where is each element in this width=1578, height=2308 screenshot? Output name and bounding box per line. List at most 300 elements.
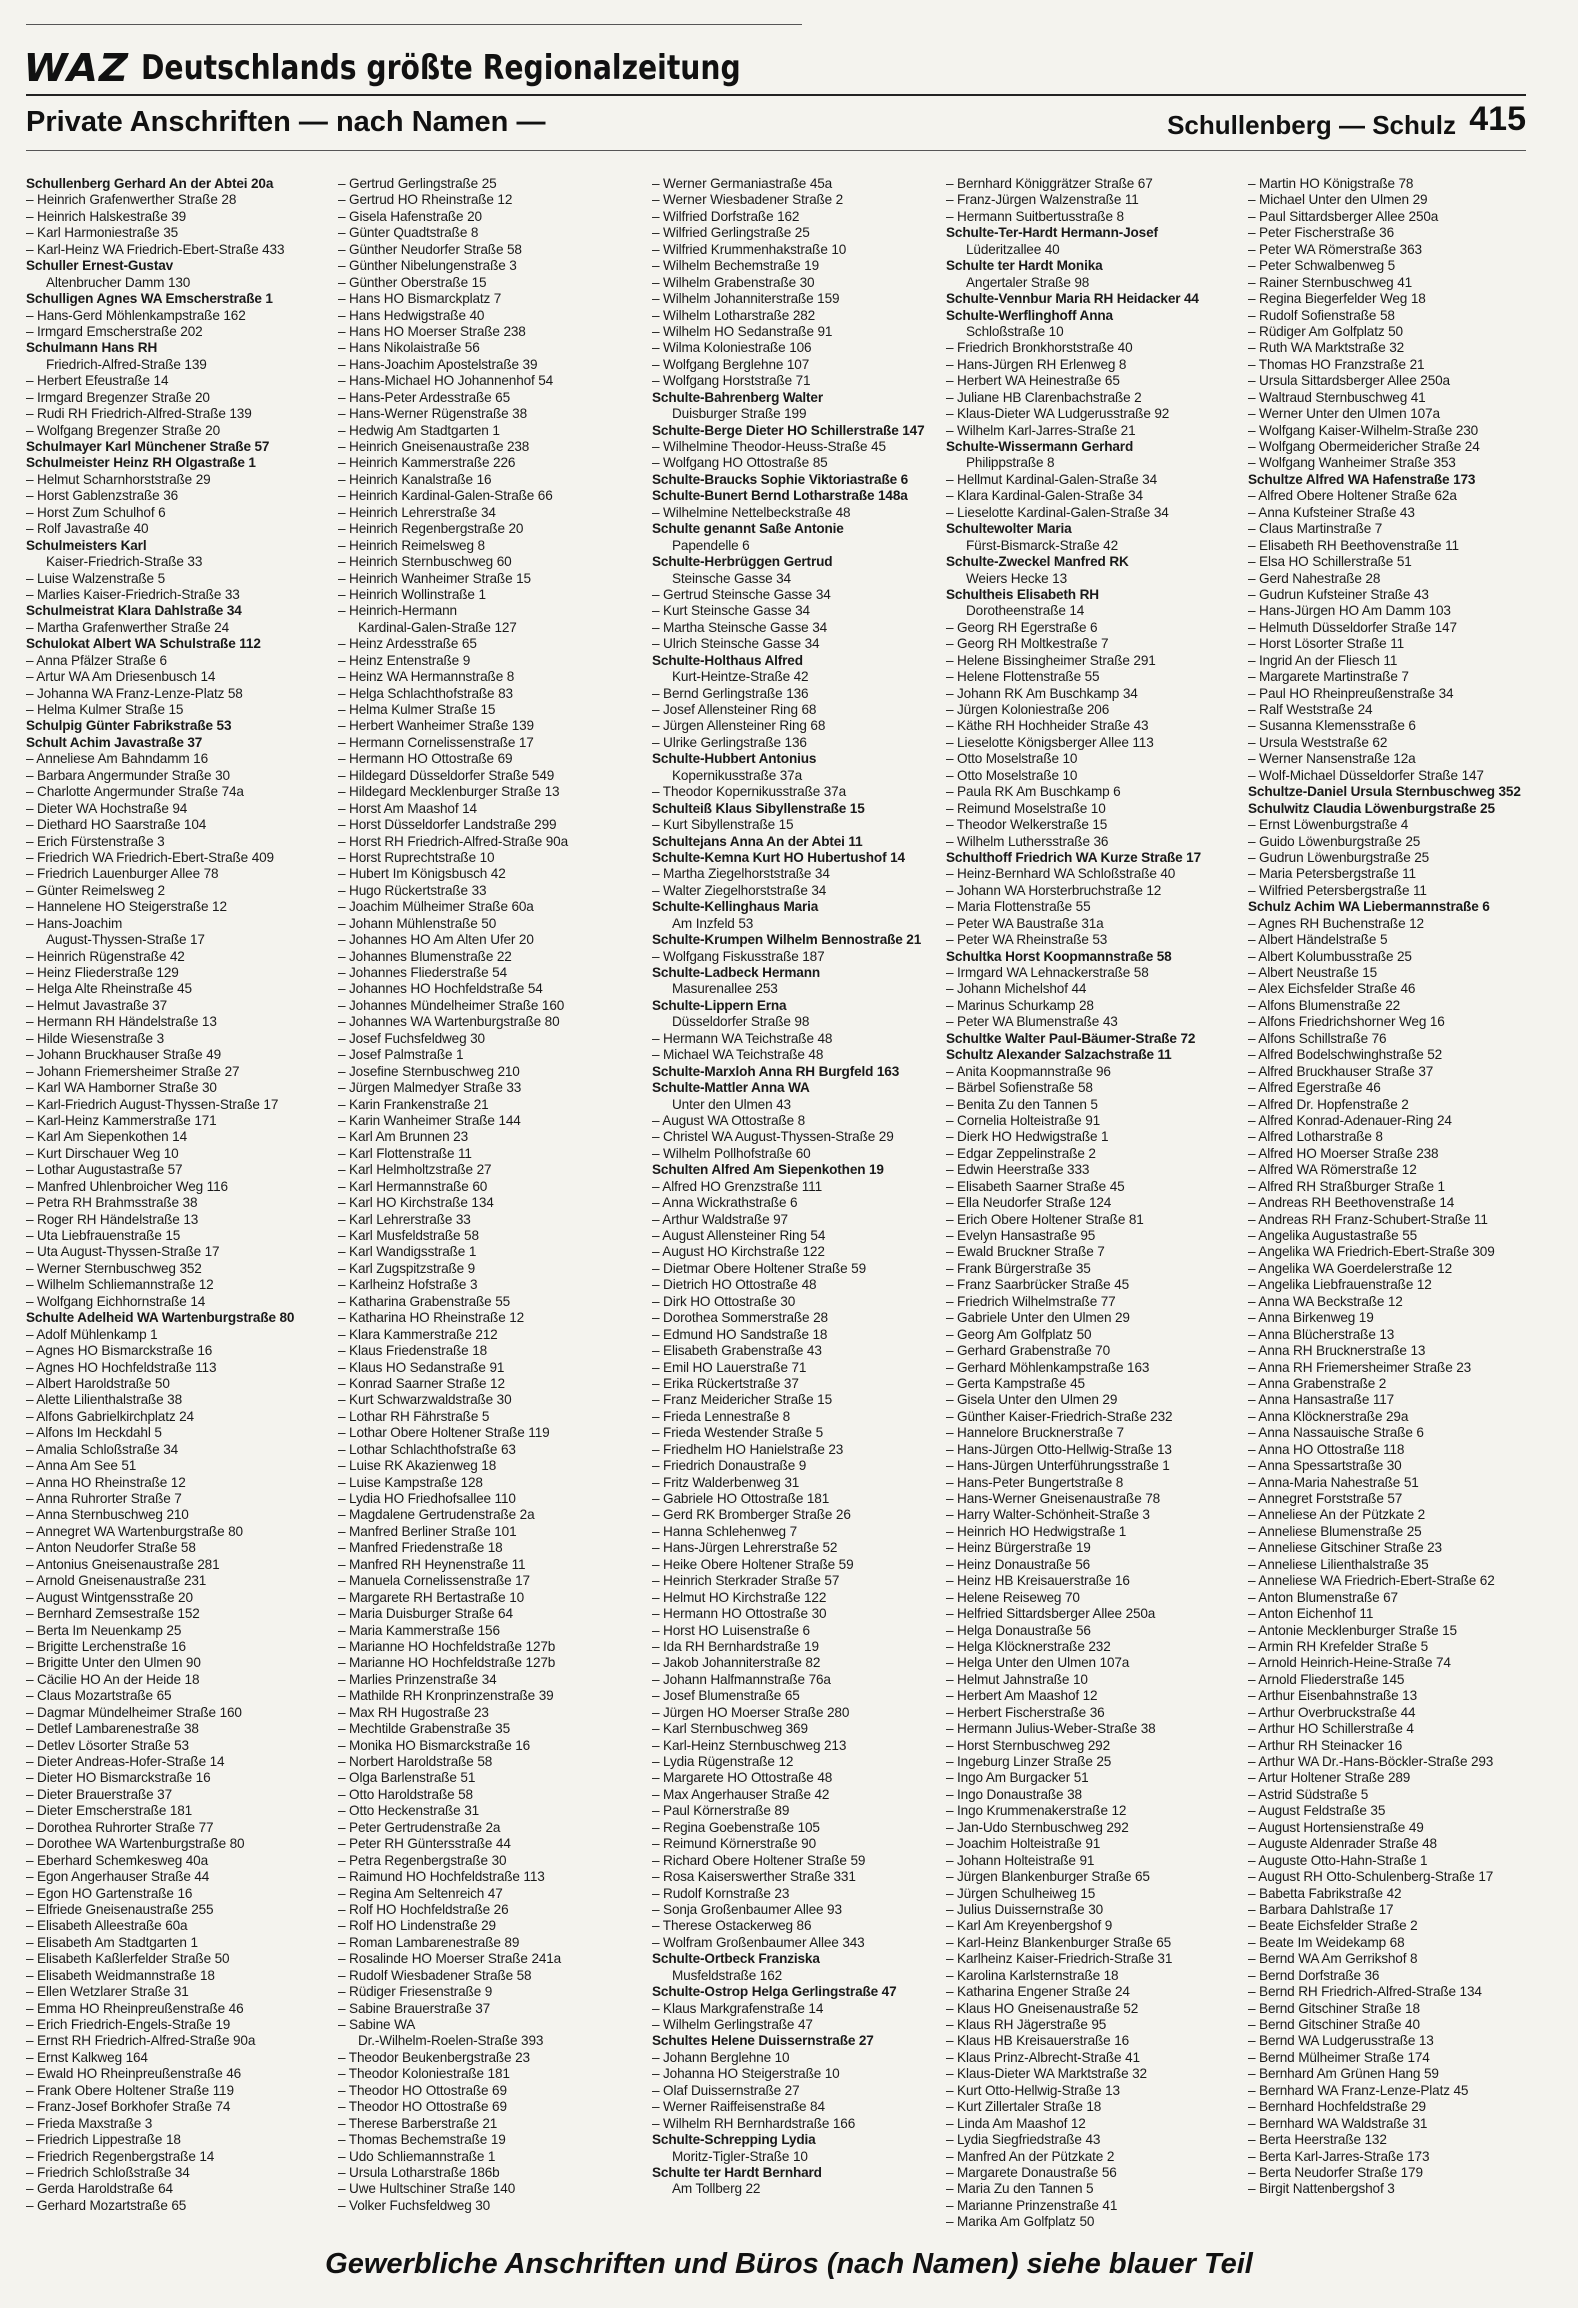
address-entry: – Gerhard Möhlenkampstraße 163 [946, 1359, 1150, 1375]
name-entry-heading: Schulteiß Klaus Sibyllenstraße 15 [652, 800, 865, 816]
address-entry: – Wilhelm Gerlingstraße 47 [652, 2017, 813, 2032]
name-entry-heading: Schulten Alfred Am Siepenkothen 19 [652, 1162, 884, 1178]
address-entry: – Ulrich Steinsche Gasse 34 [652, 636, 820, 652]
address-entry: – Helga Alte Rheinstraße 45 [26, 981, 192, 997]
address-entry: – Karl WA Hamborner Straße 30 [26, 1080, 217, 1096]
name-entry-heading: Schulwitz Claudia Löwenburgstraße 25 [1248, 800, 1495, 816]
address-entry: – Franz Saarbrücker Straße 45 [946, 1277, 1130, 1293]
address-entry: – Bernd WA Ludgerusstraße 13 [1248, 2033, 1434, 2049]
address-entry: – Udo Schliemannstraße 1 [338, 2148, 496, 2164]
address-entry: – Josef Blumenstraße 65 [652, 1688, 800, 1704]
address-entry: – Johann Mühlenstraße 50 [338, 915, 497, 931]
address-entry: – Hannelore Brucknerstraße 7 [946, 1425, 1124, 1441]
address-column-4 [946, 176, 1238, 2230]
name-entry-heading: Schulte-Kellinghaus Maria [652, 899, 819, 915]
address-entry: – Monika HO Bismarckstraße 16 [338, 1737, 531, 1753]
masthead [23, 40, 863, 90]
address-entry: – August HO Kirchstraße 122 [652, 1244, 825, 1260]
address-entry: – Heinz Fliederstraße 129 [26, 965, 179, 980]
address-entry: – Elisabeth Alleestraße 60a [26, 1918, 188, 1934]
address-entry: Schloßstraße 10 [966, 323, 1064, 339]
address-entry: – Bernd Mülheimer Straße 174 [1248, 2049, 1430, 2065]
address-entry: – Martha Ziegelhorststraße 34 [652, 866, 830, 882]
address-entry: – Horst Lösorter Straße 11 [1248, 636, 1405, 652]
name-entry-heading: Schulte-Herbrüggen Gertrud [652, 554, 833, 570]
address-entry: – Raimund HO Hochfeldstraße 113 [338, 1869, 545, 1885]
address-entry: – Kurt Zillertaler Straße 18 [946, 2099, 1102, 2115]
address-entry: – Manfred Berliner Straße 101 [338, 1523, 517, 1539]
address-entry: – Michael WA Teichstraße 48 [652, 1047, 824, 1063]
address-entry: – Klaus RH Jägerstraße 95 [946, 2017, 1107, 2032]
address-entry: Dorotheenstraße 14 [966, 603, 1085, 619]
address-entry: – Linda Am Maashof 12 [946, 2115, 1086, 2131]
address-entry: – Horst Sternbuschweg 292 [946, 1737, 1111, 1753]
address-entry: – Max RH Hugostraße 23 [338, 1704, 489, 1720]
address-entry: – Alfred WA Römerstraße 12 [1248, 1162, 1417, 1178]
address-entry: – Otto Moselstraße 10 [946, 767, 1078, 783]
address-entry: – Heinz Donaustraße 56 [946, 1556, 1091, 1572]
address-entry: – Lothar Augustastraße 57 [26, 1162, 183, 1178]
address-entry: – Max Angerhauser Straße 42 [652, 1786, 830, 1802]
address-entry: – Karl-Friedrich August-Thyssen-Straße 17 [26, 1096, 279, 1112]
address-entry: – Wilhelmine Nettelbeckstraße 48 [652, 504, 851, 520]
address-entry: – Rolf HO Hochfeldstraße 26 [338, 1901, 509, 1917]
address-entry: – Irmgard Bregenzer Straße 20 [26, 389, 210, 405]
name-entry-heading: Schulmeisters Karl [26, 537, 147, 553]
address-entry: – Hans-Jürgen Unterführungsstraße 1 [946, 1458, 1170, 1474]
address-entry: – Johannes Mündelheimer Straße 160 [338, 997, 565, 1013]
address-entry: – Helene Bissingheimer Straße 291 [946, 652, 1156, 668]
address-entry: – Egon Angerhauser Straße 44 [26, 1869, 210, 1885]
address-entry: – Maria Petersbergstraße 11 [1248, 866, 1416, 882]
address-entry: – Dietrich HO Ottostraße 48 [652, 1277, 817, 1293]
address-entry: – Horst Am Maashof 14 [338, 800, 477, 816]
address-entry: – Alfred RH Straßburger Straße 1 [1248, 1178, 1445, 1194]
address-entry: – Hermann HO Ottostraße 30 [652, 1606, 827, 1622]
address-entry: – Hermann Cornelissenstraße 17 [338, 734, 534, 750]
address-entry: – Diethard HO Saarstraße 104 [26, 817, 207, 833]
address-entry: – Johannes WA Wartenburgstraße 80 [338, 1014, 560, 1030]
address-entry: – Marianne Prinzenstraße 41 [946, 2197, 1118, 2213]
address-entry: – Beate Eichsfelder Straße 2 [1248, 1918, 1418, 1934]
address-entry: – Hans-Werner Gneisenaustraße 78 [946, 1491, 1161, 1506]
address-entry: – Katharina HO Rheinstraße 12 [338, 1310, 525, 1326]
address-entry: – Heinrich Lehrerstraße 34 [338, 504, 496, 520]
address-entry: – Ingo Am Burgacker 51 [946, 1770, 1089, 1786]
address-entry: – Detlev Lösorter Straße 53 [26, 1737, 189, 1753]
address-entry: – Uwe Hultschiner Straße 140 [338, 2181, 516, 2197]
address-entry: – Artur Holtener Straße 289 [1248, 1770, 1411, 1786]
address-entry: – Cäcilie HO An der Heide 18 [26, 1671, 200, 1687]
address-entry: – Johann Friemersheimer Straße 27 [26, 1063, 240, 1079]
address-entry: – Ingeburg Linzer Straße 25 [946, 1754, 1112, 1769]
address-entry: – Gertrud Steinsche Gasse 34 [652, 586, 831, 602]
address-entry: – Horst Gablenzstraße 36 [26, 488, 179, 504]
address-entry: – Peter Schwalbenweg 5 [1248, 258, 1396, 274]
name-entry-heading: Schulte-Hubbert Antonius [652, 751, 817, 767]
address-entry: – Roman Lambarenestraße 89 [338, 1934, 520, 1950]
address-entry: – Lydia Rügenstraße 12 [652, 1754, 794, 1769]
address-entry: – Friedrich Regenbergstraße 14 [26, 2148, 215, 2164]
address-entry: – Kurt Steinsche Gasse 34 [652, 603, 810, 619]
header-rule [26, 94, 1526, 96]
address-entry: – Heinz Entenstraße 9 [338, 652, 471, 668]
address-entry: – Ernst RH Friedrich-Alfred-Straße 90a [26, 2033, 256, 2049]
address-entry: – Heinrich HO Hedwigstraße 1 [946, 1523, 1127, 1539]
address-entry: – Andreas RH Beethovenstraße 14 [1248, 1195, 1455, 1211]
address-entry: – Hanna Schlehenweg 7 [652, 1523, 797, 1539]
name-entry-heading: Schultheis Elisabeth RH [946, 586, 1099, 602]
address-entry: – Egon HO Gartenstraße 16 [26, 1885, 193, 1901]
address-entry: – Heinz HB Kreisauerstraße 16 [946, 1573, 1130, 1589]
address-entry: – Dorothee WA Wartenburgstraße 80 [26, 1836, 245, 1852]
address-entry: – Werner Sternbuschweg 352 [26, 1260, 202, 1276]
address-entry: – Alfons Friedrichshorner Weg 16 [1248, 1014, 1445, 1030]
name-entry-heading: Schulte-Werflinghoff Anna [946, 307, 1113, 323]
address-entry: – Bernhard Zemsestraße 152 [26, 1606, 200, 1622]
address-entry: – Arthur WA Dr.-Hans-Böckler-Straße 293 [1248, 1754, 1494, 1769]
address-entry: – Heinrich-Hermann [338, 603, 457, 619]
address-entry: – Kurt Sibyllenstraße 15 [652, 817, 794, 833]
address-entry: – Bernd Dorfstraße 36 [1248, 1967, 1380, 1983]
address-entry: – Wolfgang Wanheimer Straße 353 [1248, 455, 1456, 471]
address-entry: – Ralf Weststraße 24 [1248, 702, 1373, 717]
address-entry: – Elsa HO Schillerstraße 51 [1248, 554, 1412, 570]
address-entry: – Edgar Zeppelinstraße 2 [946, 1145, 1096, 1161]
address-entry: – August Allensteiner Ring 54 [652, 1228, 826, 1243]
address-entry: – Jürgen Blankenburger Straße 65 [946, 1869, 1150, 1885]
address-entry: – Frank Bürgerstraße 35 [946, 1260, 1091, 1276]
address-entry: – Lothar Schlachthofstraße 63 [338, 1441, 516, 1457]
address-entry: – Theodor HO Ottostraße 69 [338, 2082, 507, 2098]
address-entry: – Johann Holteistraße 91 [946, 1852, 1095, 1868]
address-entry: – Harry Walter-Schönheit-Straße 3 [946, 1507, 1150, 1523]
name-entry-heading: Schulz Achim WA Liebermannstraße 6 [1248, 899, 1490, 915]
address-entry: – Claus Martinstraße 7 [1248, 521, 1383, 537]
address-entry: – Heinrich Kammerstraße 226 [338, 455, 516, 471]
address-entry: – Hans-Gerd Möhlenkampstraße 162 [26, 307, 246, 323]
name-range: Schullenberg — Schulz [1167, 110, 1456, 140]
address-entry: – Elisabeth Weidmannstraße 18 [26, 1967, 215, 1983]
name-entry-heading: Schulmann Hans RH [26, 340, 158, 356]
address-entry: – Lieselotte Kardinal-Galen-Straße 34 [946, 504, 1169, 520]
address-entry: – Berta Neudorfer Straße 179 [1248, 2164, 1423, 2180]
address-entry: – Annegret WA Wartenburgstraße 80 [26, 1523, 243, 1539]
address-entry: – Regina Goebenstraße 105 [652, 1819, 820, 1835]
address-entry: – Rainer Sternbuschweg 41 [1248, 274, 1413, 290]
address-entry: – Brigitte Lerchenstraße 16 [26, 1638, 186, 1654]
address-entry: – Wolf-Michael Düsseldorfer Straße 147 [1248, 767, 1484, 783]
address-entry: – Fritz Walderbenweg 31 [652, 1474, 800, 1490]
name-entry-heading: Schuller Ernest-Gustav [26, 258, 174, 274]
address-entry: – Alfred Bodelschwinghstraße 52 [1248, 1047, 1443, 1063]
address-entry: – Manfred RH Heynenstraße 11 [338, 1556, 526, 1572]
address-entry: – Heinrich Wanheimer Straße 15 [338, 570, 531, 586]
address-entry: – Heinrich Kardinal-Galen-Straße 66 [338, 488, 553, 504]
address-entry: – Horst Zum Schulhof 6 [26, 504, 166, 520]
address-entry: – Karl Am Kreyenbergshof 9 [946, 1918, 1113, 1934]
address-entry: – Arnold Heinrich-Heine-Straße 74 [1248, 1655, 1451, 1671]
address-entry: – Alfred Dr. Hopfenstraße 2 [1248, 1096, 1409, 1112]
address-entry: – Frank Obere Holtener Straße 119 [26, 2082, 234, 2098]
address-entry: – Josef Palmstraße 1 [338, 1047, 464, 1063]
address-entry: – Klaus-Dieter WA Ludgerusstraße 92 [946, 406, 1170, 422]
address-entry: – Wilhelm Luthersstraße 36 [946, 833, 1109, 849]
address-entry: – Elisabeth Grabenstraße 43 [652, 1343, 822, 1359]
name-entry-heading: Schulte-Lippern Erna [652, 997, 787, 1013]
address-entry: – Maria Flottenstraße 55 [946, 899, 1091, 915]
address-entry: – Karl Lehrerstraße 33 [338, 1211, 471, 1227]
address-entry: – Arthur Waldstraße 97 [652, 1211, 788, 1227]
address-entry: – Paul Körnerstraße 89 [652, 1803, 790, 1819]
address-entry: – Franz Meidericher Straße 15 [652, 1392, 832, 1408]
address-entry: – Uta August-Thyssen-Straße 17 [26, 1244, 220, 1260]
address-entry: – Dieter WA Hochstraße 94 [26, 800, 188, 816]
address-entry: – Karl Musfeldstraße 58 [338, 1228, 479, 1243]
address-entry: – Christel WA August-Thyssen-Straße 29 [652, 1129, 894, 1145]
address-entry: Altenbrucher Damm 130 [46, 274, 191, 290]
address-entry: – Ernst Kalkweg 164 [26, 2049, 148, 2065]
section-rule [26, 150, 1526, 151]
address-entry: – Julius Duissernstraße 30 [946, 1901, 1104, 1917]
address-entry: – August Wintgensstraße 20 [26, 1589, 193, 1605]
address-entry: – Dorothea Ruhrorter Straße 77 [26, 1819, 214, 1835]
address-entry: – Maria Zu den Tannen 5 [946, 2181, 1094, 2197]
address-entry: – Karl Am Brunnen 23 [338, 1129, 468, 1145]
address-entry: – Anneliese Gitschiner Straße 23 [1248, 1540, 1442, 1556]
address-entry: – Alfred Konrad-Adenauer-Ring 24 [1248, 1112, 1452, 1128]
name-entry-heading: Schulte-Zweckel Manfred RK [946, 554, 1129, 570]
address-entry: – Wilhelm Schliemannstraße 12 [26, 1277, 214, 1293]
address-entry: – Klaus Prinz-Albrecht-Straße 41 [946, 2049, 1140, 2065]
address-entry: – Ingrid An der Fliesch 11 [1248, 652, 1398, 668]
address-entry: – Wilfried Dorfstraße 162 [652, 208, 800, 224]
address-entry: – Heinz WA Hermannstraße 8 [338, 669, 515, 685]
address-entry: – Heinz Ardesstraße 65 [338, 636, 477, 652]
address-entry: – Johann WA Horsterbruchstraße 12 [946, 882, 1162, 898]
address-entry: – Karl-Heinz Sternbuschweg 213 [652, 1737, 847, 1753]
address-entry: – Ulrike Gerlingstraße 136 [652, 734, 807, 750]
address-entry: – Anna Ruhrorter Straße 7 [26, 1491, 182, 1506]
address-entry: – Klaus Markgrafenstraße 14 [652, 2000, 824, 2016]
address-entry: – Gisela Unter den Ulmen 29 [946, 1392, 1118, 1408]
address-entry: – Roger RH Händelstraße 13 [26, 1211, 199, 1227]
address-entry: – Günther Oberstraße 15 [338, 274, 487, 290]
address-entry: – Gerta Kampstraße 45 [946, 1375, 1085, 1391]
address-entry: – Barbara Dahlstraße 17 [1248, 1901, 1394, 1917]
address-entry: – Karl Flottenstraße 11 [338, 1145, 472, 1161]
address-entry: – Gerda Haroldstraße 64 [26, 2181, 173, 2197]
address-entry: – Hans Hedwigstraße 40 [338, 307, 485, 323]
address-entry: – Ruth WA Marktstraße 32 [1248, 340, 1405, 356]
address-entry: – Heinrich Gneisenaustraße 238 [338, 439, 530, 454]
address-entry: – Jürgen HO Moerser Straße 280 [652, 1704, 850, 1720]
address-entry: – Edwin Heerstraße 333 [946, 1162, 1090, 1178]
address-entry: – Evelyn Hansastraße 95 [946, 1228, 1096, 1243]
address-entry: – Horst Düsseldorfer Landstraße 299 [338, 817, 557, 833]
address-column-2 [338, 176, 630, 2216]
address-entry: – Anton Blumenstraße 67 [1248, 1589, 1398, 1605]
name-entry-heading: Schulte-Kemna Kurt HO Hubertushof 14 [652, 849, 905, 865]
address-entry: Kardinal-Galen-Straße 127 [358, 619, 517, 635]
address-entry: – Kurt Otto-Hellwig-Straße 13 [946, 2082, 1120, 2098]
address-entry: – Arthur Eisenbahnstraße 13 [1248, 1688, 1417, 1704]
address-entry: – Karl Wandigsstraße 1 [338, 1244, 477, 1260]
address-entry: – Werner Germaniastraße 45a [652, 176, 833, 191]
address-entry: – Albert Kolumbusstraße 25 [1248, 948, 1412, 964]
address-entry: – Wilfried Petersbergstraße 11 [1248, 882, 1427, 898]
top-rule [26, 24, 802, 25]
name-entry-heading: Schulokat Albert WA Schulstraße 112 [26, 636, 261, 652]
address-entry: – Bernd WA Am Gerrikshof 8 [1248, 1951, 1418, 1967]
address-entry: – Berta Heerstraße 132 [1248, 2132, 1387, 2148]
address-entry: – Paula RK Am Buschkamp 6 [946, 784, 1121, 800]
address-entry: – Franz-Josef Borkhofer Straße 74 [26, 2099, 231, 2115]
address-entry: – Anita Koopmannstraße 96 [946, 1063, 1111, 1079]
address-entry: – Ingo Krummenakerstraße 12 [946, 1803, 1127, 1819]
address-entry: Lüderitzallee 40 [966, 241, 1060, 257]
address-entry: – Alfons Blumenstraße 22 [1248, 997, 1401, 1013]
address-entry: – Marlies Kaiser-Friedrich-Straße 33 [26, 586, 240, 602]
address-entry: – Hans Nikolaistraße 56 [338, 340, 480, 356]
address-entry: – Susanna Klemensstraße 6 [1248, 718, 1416, 734]
address-entry: – Auguste Otto-Hahn-Straße 1 [1248, 1852, 1428, 1868]
address-entry: – Babetta Fabrikstraße 42 [1248, 1885, 1402, 1901]
address-entry: – Helmuth Düsseldorfer Straße 147 [1248, 619, 1457, 635]
address-entry: – Rosa Kaiserswerther Straße 331 [652, 1869, 856, 1885]
address-entry: – Wolfgang Eichhornstraße 14 [26, 1293, 206, 1309]
address-entry: – Karl Zugspitzstraße 9 [338, 1260, 476, 1276]
address-entry: – Werner Raiffeisenstraße 84 [652, 2099, 825, 2115]
address-entry: – Klara Kammerstraße 212 [338, 1326, 498, 1342]
name-entry-heading: Schulte-Ostrop Helga Gerlingstraße 47 [652, 1984, 897, 2000]
address-entry: – Helga Unter den Ulmen 107a [946, 1655, 1130, 1671]
address-entry: – Michael Unter den Ulmen 29 [1248, 192, 1428, 208]
address-entry: – Klaus HO Gneisenaustraße 52 [946, 2000, 1139, 2016]
address-entry: – Friedrich WA Friedrich-Ebert-Straße 409 [26, 849, 274, 865]
address-entry: Musfeldstraße 162 [672, 1967, 783, 1983]
address-entry: Am Tollberg 22 [672, 2181, 761, 2197]
name-entry-heading: Schulte-Wissermann Gerhard [946, 439, 1134, 454]
address-entry: – Hermann Julius-Weber-Straße 38 [946, 1721, 1156, 1737]
address-entry: – Petra Regenbergstraße 30 [338, 1852, 507, 1868]
address-entry: – Ursula Weststraße 62 [1248, 734, 1388, 750]
address-entry: – Anna Spessartstraße 30 [1248, 1458, 1402, 1474]
address-entry: – Arnold Fliederstraße 145 [1248, 1671, 1405, 1687]
address-entry: – Joachim Holteistraße 91 [946, 1836, 1101, 1852]
address-entry: – Helmut Scharnhorststraße 29 [26, 471, 211, 487]
address-entry: – Cornelia Holteistraße 91 [946, 1112, 1101, 1128]
address-entry: – Theodor Beukenbergstraße 23 [338, 2049, 530, 2065]
address-entry: – Ewald Bruckner Straße 7 [946, 1244, 1105, 1260]
address-entry: – Manfred An der Pützkate 2 [946, 2148, 1115, 2164]
address-entry: – Marlies Prinzenstraße 34 [338, 1671, 497, 1687]
address-entry: – Anneliese Am Bahndamm 16 [26, 751, 208, 767]
address-entry: – Irmgard WA Lehnackerstraße 58 [946, 965, 1149, 980]
address-entry: – Bernd Gerlingstraße 136 [652, 685, 809, 701]
address-entry: – Karin Frankenstraße 21 [338, 1096, 489, 1112]
address-entry: – Magdalene Gertrudenstraße 2a [338, 1507, 535, 1523]
address-entry: – Anna Am See 51 [26, 1458, 137, 1474]
address-entry: – Anton Eichenhof 11 [1248, 1606, 1374, 1622]
name-entry-heading: Schulte genannt Saße Antonie [652, 521, 844, 537]
address-entry: – Johannes HO Hochfeldstraße 54 [338, 981, 543, 997]
address-entry: – Peter WA Römerstraße 363 [1248, 241, 1422, 257]
address-entry: – Johannes HO Am Alten Ufer 20 [338, 932, 534, 948]
address-entry: – Elisabeth Am Stadtgarten 1 [26, 1934, 198, 1950]
address-entry: – Ellen Wetzlarer Straße 31 [26, 1984, 189, 2000]
address-entry: – Karl-Heinz Kammerstraße 171 [26, 1112, 217, 1128]
name-entry-heading: Schulte-Bunert Bernd Lotharstraße 148a [652, 488, 908, 504]
name-entry-heading: Schulmeister Heinz RH Olgastraße 1 [26, 455, 256, 471]
address-entry: – Emil HO Lauerstraße 71 [652, 1359, 807, 1375]
name-entry-heading: Schultes Helene Duissernstraße 27 [652, 2033, 874, 2049]
address-entry: – Anna HO Rheinstraße 12 [26, 1474, 186, 1490]
address-entry: – Frieda Lennestraße 8 [652, 1408, 791, 1424]
address-entry: – Annegret Forststraße 57 [1248, 1491, 1403, 1506]
address-entry: – Elisabeth RH Beethovenstraße 11 [1248, 537, 1459, 553]
address-entry: Masurenallee 253 [672, 981, 778, 997]
address-entry: – Bernhard WA Waldstraße 31 [1248, 2115, 1428, 2131]
name-entry-heading: Schulte-Ortbeck Franziska [652, 1951, 820, 1967]
address-entry: – Anneliese WA Friedrich-Ebert-Straße 62 [1248, 1573, 1495, 1589]
address-entry: – Günter Quadtstraße 8 [338, 225, 479, 241]
address-entry: – Mathilde RH Kronprinzenstraße 39 [338, 1688, 554, 1704]
address-entry: – Karl-Heinz WA Friedrich-Ebert-Straße 433 [26, 241, 285, 257]
address-entry: – Gudrun Kufsteiner Straße 43 [1248, 586, 1429, 602]
address-entry: – Amalia Schloßstraße 34 [26, 1441, 179, 1457]
address-entry: – Heinrich Sterkrader Straße 57 [652, 1573, 840, 1589]
address-entry: – Hans-Joachim Apostelstraße 39 [338, 356, 538, 372]
address-entry: – Günther Nibelungenstraße 3 [338, 258, 517, 274]
address-entry: – Elisabeth Kaßlerfelder Straße 50 [26, 1951, 230, 1967]
address-entry: – Wilfried Krummenhakstraße 10 [652, 241, 847, 257]
address-entry: – Paul HO Rheinpreußenstraße 34 [1248, 685, 1454, 701]
address-entry: – Gudrun Löwenburgstraße 25 [1248, 849, 1430, 865]
address-entry: – Anton Neudorfer Straße 58 [26, 1540, 196, 1556]
address-entry: – Lydia Siegfriedstraße 43 [946, 2132, 1101, 2148]
address-entry: – Hedwig Am Stadtgarten 1 [338, 422, 500, 438]
address-entry: – Horst RH Friedrich-Alfred-Straße 90a [338, 833, 568, 849]
name-entry-heading: Schulligen Agnes WA Emscherstraße 1 [26, 291, 273, 307]
address-entry: – Hermann WA Teichstraße 48 [652, 1030, 833, 1046]
name-entry-heading: Schultewolter Maria [946, 521, 1072, 537]
address-entry: – Alfred Obere Holtener Straße 62a [1248, 488, 1457, 504]
address-entry: – Uta Liebfrauenstraße 15 [26, 1228, 181, 1243]
address-entry: – Wolfgang Berglehne 107 [652, 356, 810, 372]
address-entry: – Erich Friedrich-Engels-Straße 19 [26, 2017, 231, 2032]
address-entry: – Jürgen Schulheiweg 15 [946, 1885, 1096, 1901]
name-entry-heading: Schulte-Krumpen Wilhelm Bennostraße 21 [652, 932, 922, 948]
address-entry: – Maria Duisburger Straße 64 [338, 1606, 513, 1622]
address-entry: – Arthur Overbruckstraße 44 [1248, 1704, 1416, 1720]
address-entry: – Günther Neudorfer Straße 58 [338, 241, 522, 257]
address-entry: – Dierk HO Hedwigstraße 1 [946, 1129, 1109, 1145]
address-entry: – Wilhelm Pollhofstraße 60 [652, 1145, 811, 1161]
address-entry: – Alfred HO Moerser Straße 238 [1248, 1145, 1439, 1161]
footer-note: Gewerbliche Anschriften und Büros (nach Namen) siehe blauer Teil [325, 2248, 1253, 2280]
address-entry: – Anna Nassauische Straße 6 [1248, 1425, 1424, 1441]
address-entry: – Karl Harmoniestraße 35 [26, 225, 179, 241]
address-entry: – Andreas RH Franz-Schubert-Straße 11 [1248, 1211, 1488, 1227]
name-entry-heading: Schulte Adelheid WA Wartenburgstraße 80 [26, 1310, 295, 1326]
address-entry: – Otto Heckenstraße 31 [338, 1803, 480, 1819]
name-entry-heading: Schulpig Günter Fabrikstraße 53 [26, 718, 232, 734]
address-entry: – Artur WA Am Driesenbusch 14 [26, 669, 216, 685]
address-entry: – Konrad Saarner Straße 12 [338, 1375, 505, 1391]
address-entry: – Bernhard WA Franz-Lenze-Platz 45 [1248, 2082, 1469, 2098]
address-entry: – Lydia HO Friedhofsallee 110 [338, 1491, 516, 1506]
